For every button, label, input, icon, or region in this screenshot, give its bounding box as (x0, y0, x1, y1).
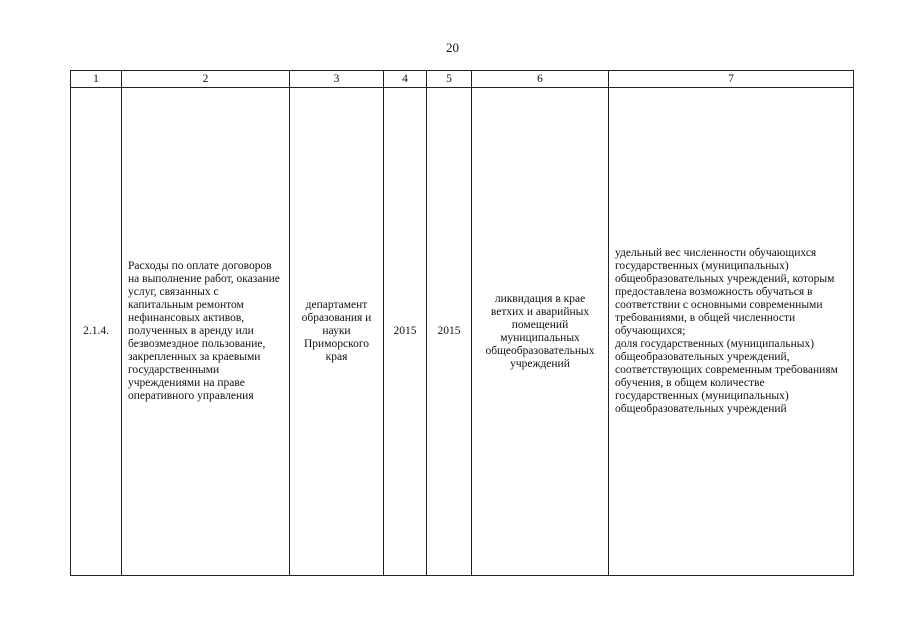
column-header-4: 4 (384, 71, 427, 88)
column-header-5: 5 (427, 71, 472, 88)
year-end-cell (427, 88, 472, 576)
measure-code-cell (71, 88, 122, 576)
expected-result-cell (472, 88, 609, 576)
column-header-6: 6 (472, 71, 609, 88)
column-header-7: 7 (609, 71, 854, 88)
indicator-cell (609, 88, 854, 576)
year-start: 2015 (393, 325, 417, 337)
expected-result: ликвидация в крае ветхих и аварийных помещений муниципальных общеобразовательных учреждений (485, 292, 595, 370)
year-end: 2015 (437, 325, 461, 337)
column-header-1: 1 (71, 71, 122, 88)
measure-code: 2.1.4. (83, 325, 109, 337)
page-number: 20 (446, 40, 459, 55)
executor: департамент образования и науки Приморского края (301, 299, 372, 363)
table-header-row (71, 71, 854, 88)
measure-description-cell (122, 88, 290, 576)
column-header-2: 2 (122, 71, 290, 88)
year-start-cell (384, 88, 427, 576)
executor-cell (290, 88, 384, 576)
measures-table (70, 70, 854, 576)
measure-description: Расходы по оплате договоров на выполнение работ, оказание услуг, связанных с капитальным ремонтом нефинансовых активов, полученных в аренду или безвозмездное пользование, закрепленных за краевыми государственными учреждениями на праве оперативного управления (128, 260, 280, 402)
indicator-text: удельный вес численности обучающихся государственных (муниципальных) общеобразовательных учреждений, которым предоставлена возможность обучаться в соответствии с основными современными требованиями, в общей численности обучающихся; доля государственных (муниципальных) общеобразовательных учреждений, соответствующих современным требованиям обучения, в общем количестве государственных (муниципальных) общеобразовательных учреждений (615, 247, 838, 415)
column-header-3: 3 (290, 71, 384, 88)
table-row (71, 88, 854, 576)
